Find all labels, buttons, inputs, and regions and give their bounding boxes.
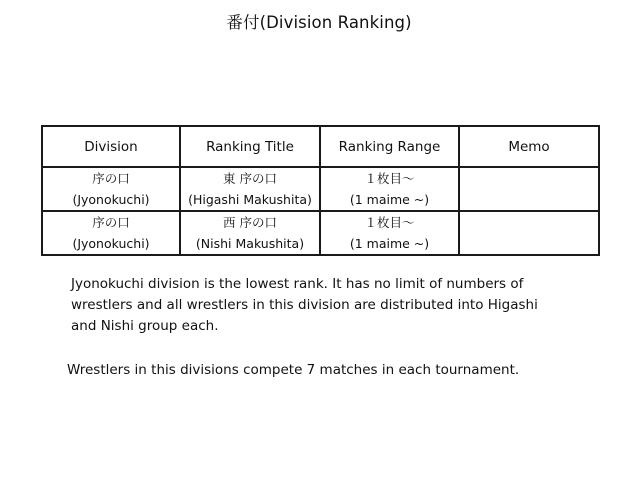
division-ranking-table <box>41 125 600 256</box>
ranking-title-cell <box>180 211 320 255</box>
table-header-row <box>42 126 599 167</box>
division-name-jp: 序の口 <box>92 215 130 230</box>
ranking-title-en: (Nishi Makushita) <box>195 236 305 251</box>
table-row <box>42 211 599 255</box>
header-ranking-title: Ranking Title <box>180 126 320 167</box>
ranking-title-jp: 西 序の口 <box>223 215 277 230</box>
header-memo: Memo <box>459 126 599 167</box>
ranking-range-cell <box>320 167 459 211</box>
division-cell <box>42 211 180 255</box>
page-title: 番付(Division Ranking) <box>226 13 412 32</box>
ranking-range-jp: １枚目〜 <box>364 215 415 230</box>
ranking-title-en: (Higashi Makushita) <box>188 192 312 207</box>
ranking-range-cell <box>320 211 459 255</box>
division-name-en: (Jyonokuchi) <box>72 192 150 207</box>
ranking-range-jp: １枚目〜 <box>364 171 415 186</box>
description-paragraph <box>71 274 538 337</box>
header-ranking-range: Ranking Range <box>320 126 459 167</box>
division-name-jp: 序の口 <box>92 171 130 186</box>
header-division: Division <box>42 126 180 167</box>
description-line: wrestlers and all wrestlers in this division are distributed into Higashi <box>71 297 538 313</box>
division-name-en: (Jyonokuchi) <box>72 236 150 251</box>
matches-note: Wrestlers in this divisions compete 7 matches in each tournament. <box>67 362 520 378</box>
ranking-title-cell <box>180 167 320 211</box>
ranking-title-jp: 東 序の口 <box>223 171 277 186</box>
ranking-range-en: (1 maime ~) <box>349 192 430 207</box>
description-line: Jyonokuchi division is the lowest rank. It has no limit of numbers of <box>71 276 524 292</box>
ranking-range-en: (1 maime ~) <box>349 236 430 251</box>
memo-cell <box>459 211 599 255</box>
table-row <box>42 167 599 211</box>
division-cell <box>42 167 180 211</box>
memo-cell <box>459 167 599 211</box>
description-line: and Nishi group each. <box>71 318 219 334</box>
